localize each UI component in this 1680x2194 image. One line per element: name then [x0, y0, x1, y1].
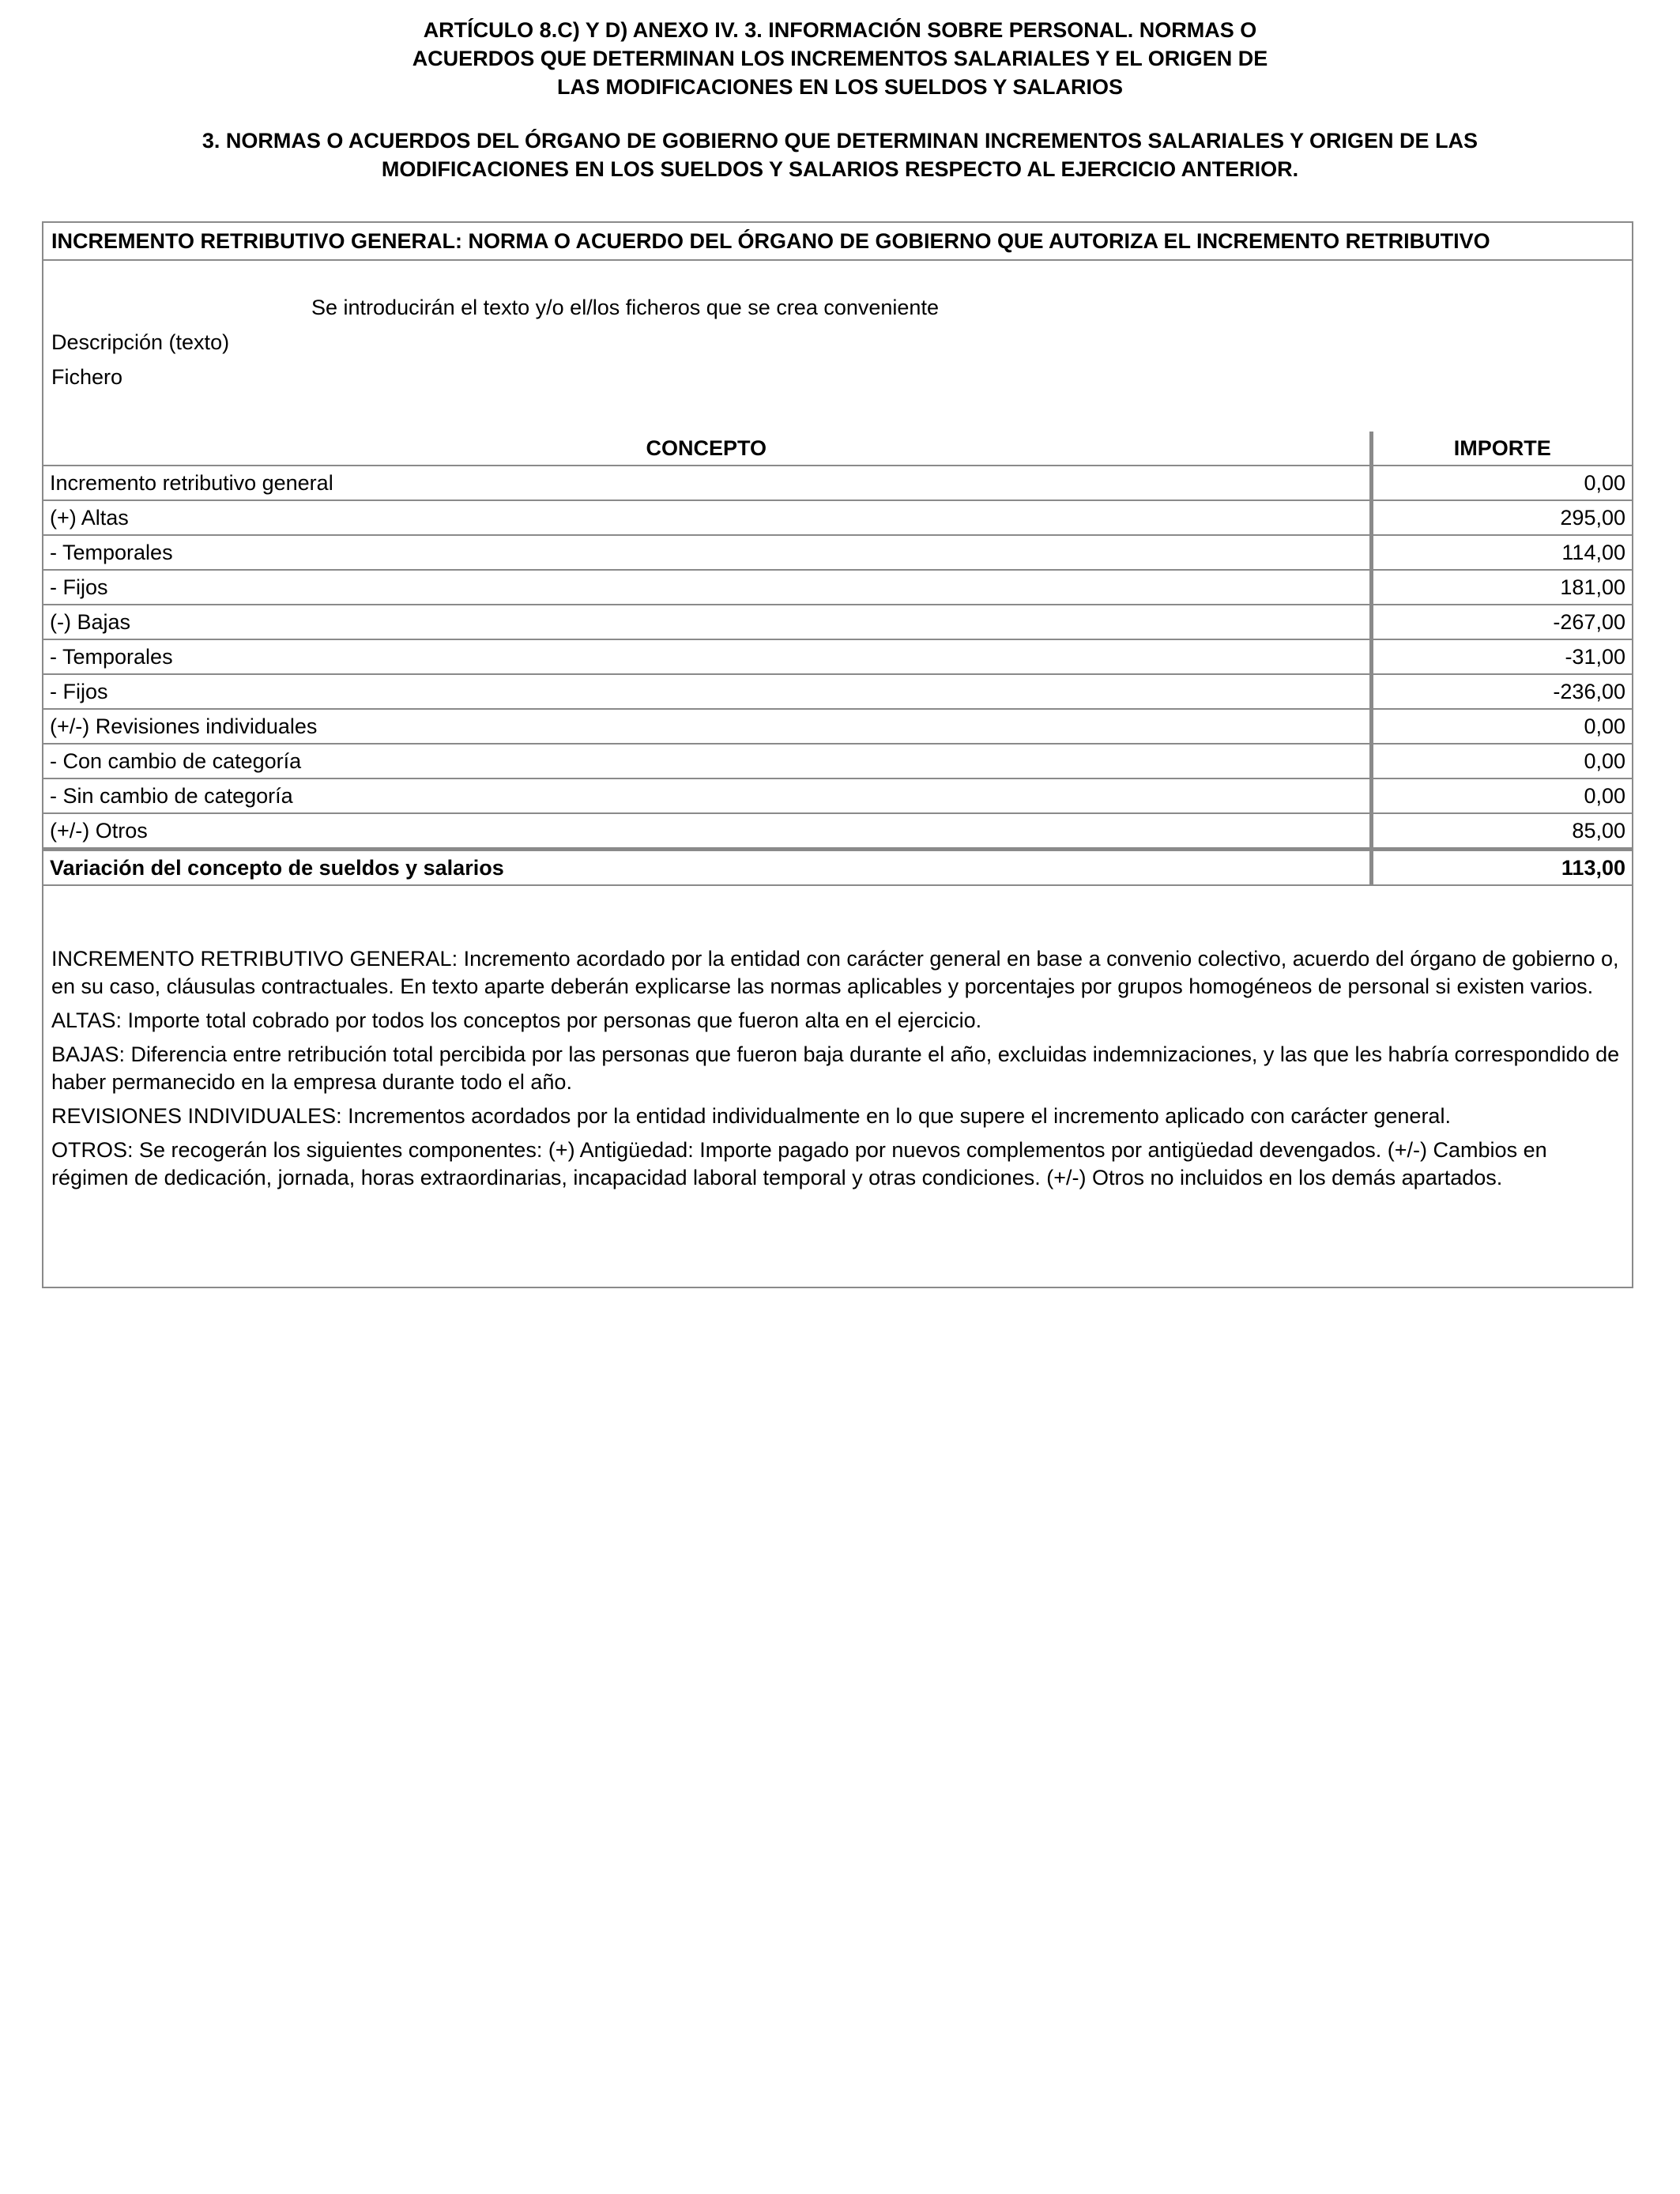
table-row — [43, 535, 1632, 570]
concept-cell: (+/-) Revisiones individuales — [43, 709, 1371, 744]
amount-cell: 0,00 — [1371, 466, 1632, 500]
description-label: Descripción (texto) — [51, 330, 230, 354]
concept-cell: - Temporales — [43, 535, 1371, 570]
table-row — [43, 466, 1632, 500]
column-header-concepto: CONCEPTO — [43, 432, 1371, 466]
total-amount: 113,00 — [1371, 850, 1632, 886]
amount-cell: 181,00 — [1371, 570, 1632, 605]
section-subtitle — [0, 126, 1680, 183]
concept-cell: - Fijos — [43, 674, 1371, 709]
concepts-table — [43, 432, 1632, 886]
column-header-importe: IMPORTE — [1371, 432, 1632, 466]
concept-cell: Incremento retributivo general — [43, 466, 1371, 500]
table-row — [43, 500, 1632, 535]
amount-cell: 295,00 — [1371, 500, 1632, 535]
amount-cell: 85,00 — [1371, 813, 1632, 850]
table-row — [43, 813, 1632, 850]
document-title — [0, 16, 1680, 101]
amount-cell: 0,00 — [1371, 778, 1632, 813]
amount-cell: -31,00 — [1371, 639, 1632, 674]
amount-cell: -267,00 — [1371, 605, 1632, 639]
amount-cell: 114,00 — [1371, 535, 1632, 570]
table-header-row — [43, 432, 1632, 466]
note-revisiones: REVISIONES INDIVIDUALES: Incrementos acordados por la entidad individualmente en lo que supere el incremento aplicado con carácter general. — [51, 1104, 1451, 1128]
table-row — [43, 744, 1632, 778]
total-row — [43, 850, 1632, 886]
subtitle-line-1: 3. NORMAS O ACUERDOS DEL ÓRGANO DE GOBIERNO QUE DETERMINAN INCREMENTOS SALARIALES Y ORIGEN DE LAS — [202, 129, 1478, 153]
amount-cell: 0,00 — [1371, 709, 1632, 744]
file-label: Fichero — [51, 365, 123, 389]
concept-cell: - Sin cambio de categoría — [43, 778, 1371, 813]
section-header: INCREMENTO RETRIBUTIVO GENERAL: NORMA O ACUERDO DEL ÓRGANO DE GOBIERNO QUE AUTORIZA EL INCREMENTO RETRIBUTIVO — [43, 223, 1632, 261]
concept-cell: (+) Altas — [43, 500, 1371, 535]
note-altas: ALTAS: Importe total cobrado por todos los conceptos por personas que fueron alta en el ejercicio. — [51, 1008, 982, 1032]
concept-cell: - Con cambio de categoría — [43, 744, 1371, 778]
amount-cell: -236,00 — [1371, 674, 1632, 709]
table-row — [43, 674, 1632, 709]
concept-cell: - Fijos — [43, 570, 1371, 605]
concept-cell: - Temporales — [43, 639, 1371, 674]
amount-cell: 0,00 — [1371, 744, 1632, 778]
concept-cell: (+/-) Otros — [43, 813, 1371, 850]
concept-cell: (-) Bajas — [43, 605, 1371, 639]
note-otros: OTROS: Se recogerán los siguientes componentes: (+) Antigüedad: Importe pagado por nuevos complementos por antigüedad devengados. (+/-) Cambios en régimen de dedicación, jornada, horas extraordinarias, incapacidad laboral temporal y otras condiciones. (+/-) Otros no incluidos en los demás apartados. — [51, 1138, 1547, 1189]
definitions-notes — [51, 945, 1624, 1198]
table-row — [43, 570, 1632, 605]
title-line-2: ACUERDOS QUE DETERMINAN LOS INCREMENTOS SALARIALES Y EL ORIGEN DE — [412, 47, 1268, 70]
subtitle-line-2: MODIFICACIONES EN LOS SUELDOS Y SALARIOS RESPECTO AL EJERCICIO ANTERIOR. — [381, 157, 1299, 181]
note-bajas: BAJAS: Diferencia entre retribución total percibida por las personas que fueron baja durante el año, excluidas indemnizaciones, y las que les habría correspondido de haber permanecido en la empresa durante todo el año. — [51, 1042, 1620, 1094]
entry-hint: Se introducirán el texto y/o el/los ficheros que se crea conveniente — [311, 296, 939, 319]
note-incremento: INCREMENTO RETRIBUTIVO GENERAL: Incremento acordado por la entidad con carácter general en base a convenio colectivo, acuerdo del órgano de gobierno o, en su caso, cláusulas contractuales. En texto aparte deberán explicarse las normas aplicables y porcentajes por grupos homogéneos de personal si existen varios. — [51, 947, 1619, 998]
table-row — [43, 778, 1632, 813]
table-row — [43, 639, 1632, 674]
title-line-3: LAS MODIFICACIONES EN LOS SUELDOS Y SALARIOS — [556, 75, 1124, 99]
table-row — [43, 605, 1632, 639]
salary-increment-section — [42, 221, 1633, 1288]
table-row — [43, 709, 1632, 744]
total-label: Variación del concepto de sueldos y salarios — [43, 850, 1371, 886]
title-line-1: ARTÍCULO 8.C) Y D) ANEXO IV. 3. INFORMACIÓN SOBRE PERSONAL. NORMAS O — [423, 18, 1257, 42]
